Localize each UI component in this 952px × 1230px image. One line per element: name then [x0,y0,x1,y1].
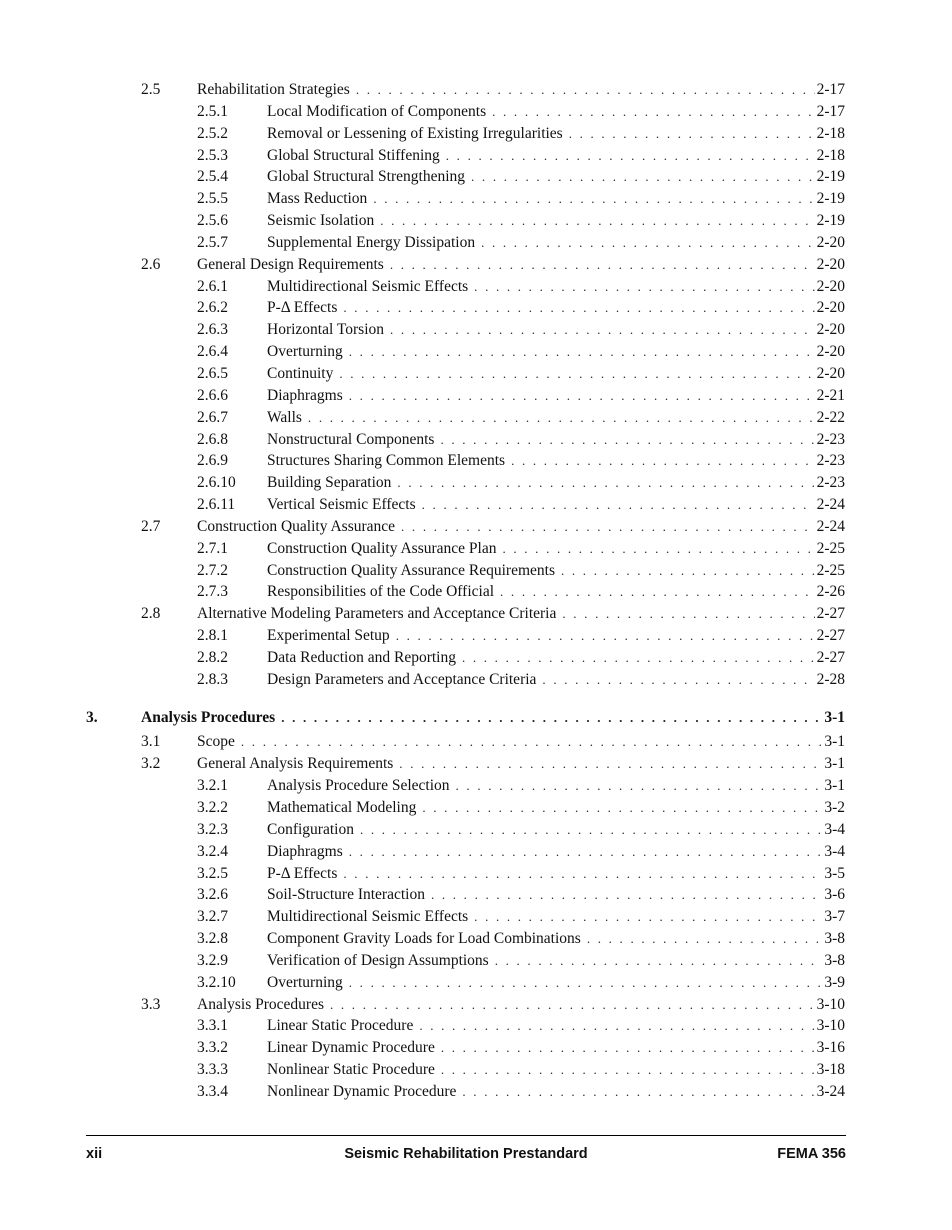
toc-entry-page: 3-6 [824,886,845,904]
dot-leader [390,319,815,341]
toc-entry-number: 3.1 [141,733,161,751]
dot-leader [511,450,815,472]
toc-entry-title: Experimental Setup [267,627,390,645]
footer-divider [86,1135,846,1136]
footer-document-id: FEMA 356 [777,1146,846,1162]
toc-entry-number: 2.6.7 [197,408,228,426]
toc-entry-page: 2-18 [816,146,845,164]
toc-entry-page: 3-2 [824,799,845,816]
toc-entry-title: Nonlinear Dynamic Procedure [267,1082,457,1100]
toc-entry-title-line [267,819,845,841]
dot-leader [339,363,814,385]
toc-entry-title: Vertical Seismic Effects [267,496,416,514]
toc-entry-page: 2-28 [816,670,845,688]
dot-leader [390,254,815,276]
toc-entry-number: 3. [86,708,98,726]
toc-entry-number: 2.8.3 [197,670,228,688]
toc-entry-number: 2.8.2 [197,648,228,666]
toc-entry[interactable] [0,341,952,363]
toc-entry-title-line [267,297,845,319]
toc-entry-page: 3-10 [816,995,845,1013]
toc-entry-title: Diaphragms [267,842,343,860]
toc-entry-title: Horizontal Torsion [267,321,385,339]
dot-leader [462,1081,814,1103]
toc-entry-title-line [267,625,845,647]
dot-leader [474,276,814,298]
toc-entry-number: 2.6.6 [197,386,228,404]
toc-entry[interactable] [0,79,952,101]
dot-leader [587,928,822,950]
toc-entry-title-line [197,753,845,775]
toc-entry-title: Component Gravity Loads for Load Combinations [267,930,581,948]
toc-entry-title: Design Parameters and Acceptance Criteria [267,670,537,688]
toc-entry-title: Verification of Design Assumptions [267,951,489,969]
dot-leader [422,494,815,516]
toc-entry-title-line [267,538,845,560]
dot-leader [349,841,823,863]
toc-entry[interactable] [0,669,952,691]
toc-entry[interactable] [0,297,952,319]
toc-entry-title-line [267,232,845,254]
toc-entry-title: Construction Quality Assurance Requirements [267,561,555,579]
toc-entry-title-line [267,363,845,385]
toc-entry-title: Configuration [267,820,354,838]
toc-entry-title: Local Modification of Components [267,102,487,120]
dot-leader [471,166,815,188]
toc-entry-title: Scope [197,733,235,751]
toc-entry-number: 2.7.2 [197,561,228,579]
toc-entry-title: Global Structural Strengthening [267,168,466,186]
toc-entry-title: Structures Sharing Common Elements [267,452,506,470]
toc-entry-title-line [267,450,845,472]
toc-entry[interactable] [0,472,952,494]
toc-entry-title: Linear Static Procedure [267,1017,414,1035]
toc-entry[interactable] [0,276,952,298]
dot-leader [446,145,815,167]
toc-entry-title: Linear Dynamic Procedure [267,1039,435,1057]
toc-entry-title: Data Reduction and Reporting [267,648,456,666]
toc-entry-title-line [197,254,845,276]
dot-leader [308,407,815,429]
toc-entry-title-line [267,319,845,341]
toc-entry-title-line [197,994,845,1016]
toc-entry-title: Mathematical Modeling [267,799,417,816]
footer-document-title: Seismic Rehabilitation Prestandard [344,1146,588,1162]
toc-entry[interactable] [0,407,952,429]
toc-entry-title-line [267,276,845,298]
toc-entry[interactable] [0,928,952,950]
toc-entry-number: 2.6.3 [197,321,228,339]
toc-entry-title-line [197,731,845,753]
toc-entry-number: 2.8.1 [197,627,228,645]
dot-leader [281,707,822,729]
dot-leader [401,516,815,538]
toc-entry-number: 3.3.2 [197,1039,228,1057]
toc-entry-number: 2.6.5 [197,364,228,382]
dot-leader [349,341,815,363]
toc-entry[interactable] [0,731,952,753]
toc-entry[interactable] [0,1059,952,1081]
toc-entry-title-line [267,407,845,429]
toc-entry[interactable] [0,972,952,994]
toc-entry-title: Analysis Procedures [141,708,276,726]
footer-page-number: xii [86,1146,103,1162]
toc-entry[interactable] [0,950,952,972]
toc-entry-number: 3.2.5 [197,864,228,882]
toc-entry[interactable] [0,863,952,885]
toc-entry-title-line [267,494,845,516]
toc-entry-number: 2.5.4 [197,168,228,186]
toc-entry-number: 2.6.2 [197,299,228,317]
toc-entry-page: 2-23 [816,430,845,448]
toc-entry[interactable] [0,494,952,516]
toc-entry-number: 2.6.11 [197,496,236,514]
toc-entry-number: 3.2.2 [197,799,228,816]
toc-entry-number: 2.6.9 [197,452,228,470]
toc-entry-number: 3.2.7 [197,908,228,926]
toc-entry-title-line [267,560,845,582]
toc-entry-number: 3.2.6 [197,886,228,904]
toc-entry-page: 2-18 [816,124,845,142]
toc-entry-title: Rehabilitation Strategies [197,81,350,98]
toc-entry-page: 3-1 [824,777,845,795]
dot-leader [343,297,814,319]
toc-entry-title-line [267,429,845,451]
toc-entry-title-line [267,210,845,232]
dot-leader [373,188,814,210]
toc-entry-title-line [267,775,845,797]
toc-entry-title: Analysis Procedures [197,995,324,1013]
toc-entry-number: 2.5.6 [197,212,228,230]
toc-entry-page: 2-27 [816,627,845,645]
toc-entry-title: P-Δ Effects [267,299,338,317]
toc-entry-title-line [267,1059,845,1081]
toc-entry[interactable] [0,994,952,1016]
toc-entry[interactable] [0,647,952,669]
toc-entry-title-line [267,1037,845,1059]
toc-entry-title: Supplemental Energy Dissipation [267,233,476,251]
toc-entry-page: 3-8 [824,951,845,969]
dot-leader [500,581,815,603]
toc-entry[interactable] [0,429,952,451]
dot-leader [330,994,815,1016]
toc-entry-number: 2.6.1 [197,277,228,295]
toc-entry-title-line [267,669,845,691]
toc-entry-title: Continuity [267,364,334,382]
toc-entry-title-line [141,707,845,729]
toc-entry-page: 3-7 [824,908,845,926]
toc-entry-number: 3.2.9 [197,951,228,969]
toc-entry-page: 3-8 [824,930,845,948]
toc-entry-title: Nonlinear Static Procedure [267,1061,435,1079]
toc-entry-number: 3.2.1 [197,777,228,795]
toc-entry-title: Construction Quality Assurance [197,517,396,535]
toc-entry-title-line [267,101,845,123]
dot-leader [441,1059,815,1081]
toc-entry[interactable] [0,516,952,538]
toc-entry-page: 3-5 [824,864,845,882]
dot-leader [356,79,815,101]
toc-entry-title: Overturning [267,343,343,361]
toc-entry[interactable] [0,254,952,276]
toc-entry-title: Responsibilities of the Code Official [267,583,495,601]
toc-entry-title: Analysis Procedure Selection [267,777,450,795]
toc-entry-page: 3-24 [816,1082,845,1100]
toc-entry-title-line [267,581,845,603]
toc-entry-number: 3.2 [141,755,161,773]
dot-leader [349,385,815,407]
toc-entry[interactable] [0,538,952,560]
dot-leader [343,863,822,885]
dot-leader [440,429,814,451]
dot-leader [380,210,814,232]
dot-leader [441,1037,815,1059]
toc-entry-title-line [267,647,845,669]
dot-leader [542,669,814,691]
toc-entry[interactable] [0,841,952,863]
toc-entry-number: 3.2.10 [197,973,236,991]
toc-entry-page: 2-27 [816,605,845,623]
toc-entry-title-line [267,1015,845,1037]
dot-leader [502,538,814,560]
toc-entry-number: 2.5 [141,81,161,98]
toc-entry-page: 2-20 [816,299,845,317]
toc-entry[interactable] [0,319,952,341]
toc-entry-title: Multidirectional Seismic Effects [267,277,469,295]
toc-entry-number: 2.7.3 [197,583,228,601]
toc-entry-number: 2.5.5 [197,190,228,208]
toc-entry[interactable] [0,1015,952,1037]
toc-entry-page: 2-25 [816,539,845,557]
toc-entry-title-line [267,472,845,494]
toc-entry-page: 2-20 [816,364,845,382]
toc-entry-number: 3.3.1 [197,1017,228,1035]
toc-entry[interactable] [0,707,952,729]
toc-entry-title: Building Separation [267,474,392,492]
toc-entry-title: Multidirectional Seismic Effects [267,908,469,926]
dot-leader [462,647,815,669]
dot-leader [396,625,815,647]
dot-leader [360,819,822,841]
toc-entry[interactable] [0,210,952,232]
toc-entry-title-line [267,341,845,363]
toc-entry-page: 3-10 [816,1017,845,1035]
toc-entry-number: 2.7 [141,517,161,535]
toc-entry-page: 3-1 [824,708,845,726]
toc-entry-title-line [197,79,845,101]
dot-leader [422,797,822,819]
toc-entry-title-line [267,1081,845,1103]
toc-entry[interactable] [0,123,952,145]
toc-entry-page: 2-22 [816,408,845,426]
dot-leader [562,603,814,625]
toc-entry-page: 2-26 [816,583,845,601]
toc-entry[interactable] [0,450,952,472]
toc-entry-page: 2-20 [816,343,845,361]
toc-entry-page: 3-18 [816,1061,845,1079]
dot-leader [569,123,815,145]
toc-entry-title: Soil-Structure Interaction [267,886,425,904]
toc-entry[interactable] [0,232,952,254]
toc-entry[interactable] [0,603,952,625]
table-of-contents [0,79,952,1103]
toc-entry-title: Removal or Lessening of Existing Irregularities [267,124,563,142]
toc-entry-title: General Design Requirements [197,255,384,273]
toc-entry-number: 3.3.4 [197,1082,228,1100]
toc-entry-title-line [267,950,845,972]
toc-entry-page: 2-24 [816,517,845,535]
toc-entry-number: 2.7.1 [197,539,228,557]
toc-entry-page: 3-1 [824,755,845,773]
toc-entry-number: 3.3.3 [197,1061,228,1079]
toc-entry-page: 2-23 [816,452,845,470]
toc-entry-number: 2.6.8 [197,430,228,448]
toc-entry-page: 2-19 [816,168,845,186]
toc-entry-number: 2.6.4 [197,343,228,361]
toc-entry-title-line [267,972,845,994]
toc-entry[interactable] [0,101,952,123]
dot-leader [419,1015,814,1037]
toc-entry-title-line [267,188,845,210]
toc-entry[interactable] [0,363,952,385]
toc-entry[interactable] [0,1037,952,1059]
toc-entry-title-line [267,385,845,407]
toc-entry-title-line [267,863,845,885]
toc-entry-page: 2-19 [816,190,845,208]
toc-entry-title-line [267,906,845,928]
toc-entry[interactable] [0,1081,952,1103]
toc-entry-number: 2.6 [141,255,161,273]
toc-entry-title: P-Δ Effects [267,864,338,882]
toc-entry-title-line [267,928,845,950]
dot-leader [349,972,823,994]
toc-entry-title-line [267,123,845,145]
toc-entry-page: 2-19 [816,212,845,230]
toc-entry-page: 3-9 [824,973,845,991]
toc-entry-number: 3.3 [141,995,161,1013]
toc-entry[interactable] [0,819,952,841]
toc-entry-page: 2-21 [816,386,845,404]
toc-entry-page: 2-20 [816,321,845,339]
toc-entry[interactable] [0,625,952,647]
toc-entry[interactable] [0,884,952,906]
toc-entry-title-line [267,884,845,906]
toc-entry-number: 2.8 [141,605,161,623]
toc-entry[interactable] [0,166,952,188]
toc-entry-title: Alternative Modeling Parameters and Acceptance Criteria [197,605,557,623]
toc-entry[interactable] [0,775,952,797]
toc-entry-title: General Analysis Requirements [197,755,394,773]
toc-entry-title: Construction Quality Assurance Plan [267,539,497,557]
toc-entry-page: 2-23 [816,474,845,492]
toc-entry-title-line [197,603,845,625]
toc-entry-number: 2.5.1 [197,102,228,120]
toc-entry-page: 2-17 [816,81,845,98]
toc-entry-number: 2.5.2 [197,124,228,142]
toc-entry-page: 2-20 [816,277,845,295]
dot-leader [431,884,822,906]
toc-entry-page: 3-4 [824,842,845,860]
toc-entry[interactable] [0,753,952,775]
toc-entry-page: 2-17 [816,102,845,120]
toc-entry-page: 2-20 [816,255,845,273]
toc-entry-title: Mass Reduction [267,190,368,208]
toc-entry-number: 2.5.7 [197,233,228,251]
toc-entry-title-line [267,797,845,819]
toc-entry-title: Seismic Isolation [267,212,375,230]
toc-entry-page: 2-24 [816,496,845,514]
toc-entry[interactable] [0,560,952,582]
dot-leader [397,472,814,494]
toc-entry[interactable] [0,145,952,167]
dot-leader [474,906,822,928]
toc-entry-page: 3-1 [824,733,845,751]
toc-entry-title-line [267,166,845,188]
toc-entry-number: 3.2.8 [197,930,228,948]
toc-entry-page: 2-25 [816,561,845,579]
dot-leader [456,775,823,797]
toc-entry-title: Global Structural Stiffening [267,146,440,164]
toc-entry-page: 2-27 [816,648,845,666]
toc-entry-title: Overturning [267,973,343,991]
toc-entry-number: 3.2.4 [197,842,228,860]
dot-leader [495,950,823,972]
dot-leader [399,753,822,775]
page-footer [86,1146,846,1166]
toc-entry-number: 2.6.10 [197,474,236,492]
dot-leader [481,232,815,254]
toc-entry-number: 2.5.3 [197,146,228,164]
toc-entry-title-line [197,516,845,538]
toc-entry[interactable] [0,581,952,603]
toc-entry[interactable] [0,188,952,210]
toc-entry-number: 3.2.3 [197,820,228,838]
dot-leader [241,731,822,753]
toc-entry-title: Nonstructural Components [267,430,435,448]
toc-entry-title-line [267,841,845,863]
toc-entry-title: Walls [267,408,302,426]
toc-entry[interactable] [0,385,952,407]
toc-entry-page: 3-16 [816,1039,845,1057]
toc-entry-title-line [267,145,845,167]
toc-entry-page: 2-20 [816,233,845,251]
dot-leader [492,101,814,123]
toc-entry[interactable] [0,797,952,819]
toc-entry-title: Diaphragms [267,386,343,404]
dot-leader [561,560,815,582]
toc-entry[interactable] [0,906,952,928]
toc-entry-page: 3-4 [824,820,845,838]
